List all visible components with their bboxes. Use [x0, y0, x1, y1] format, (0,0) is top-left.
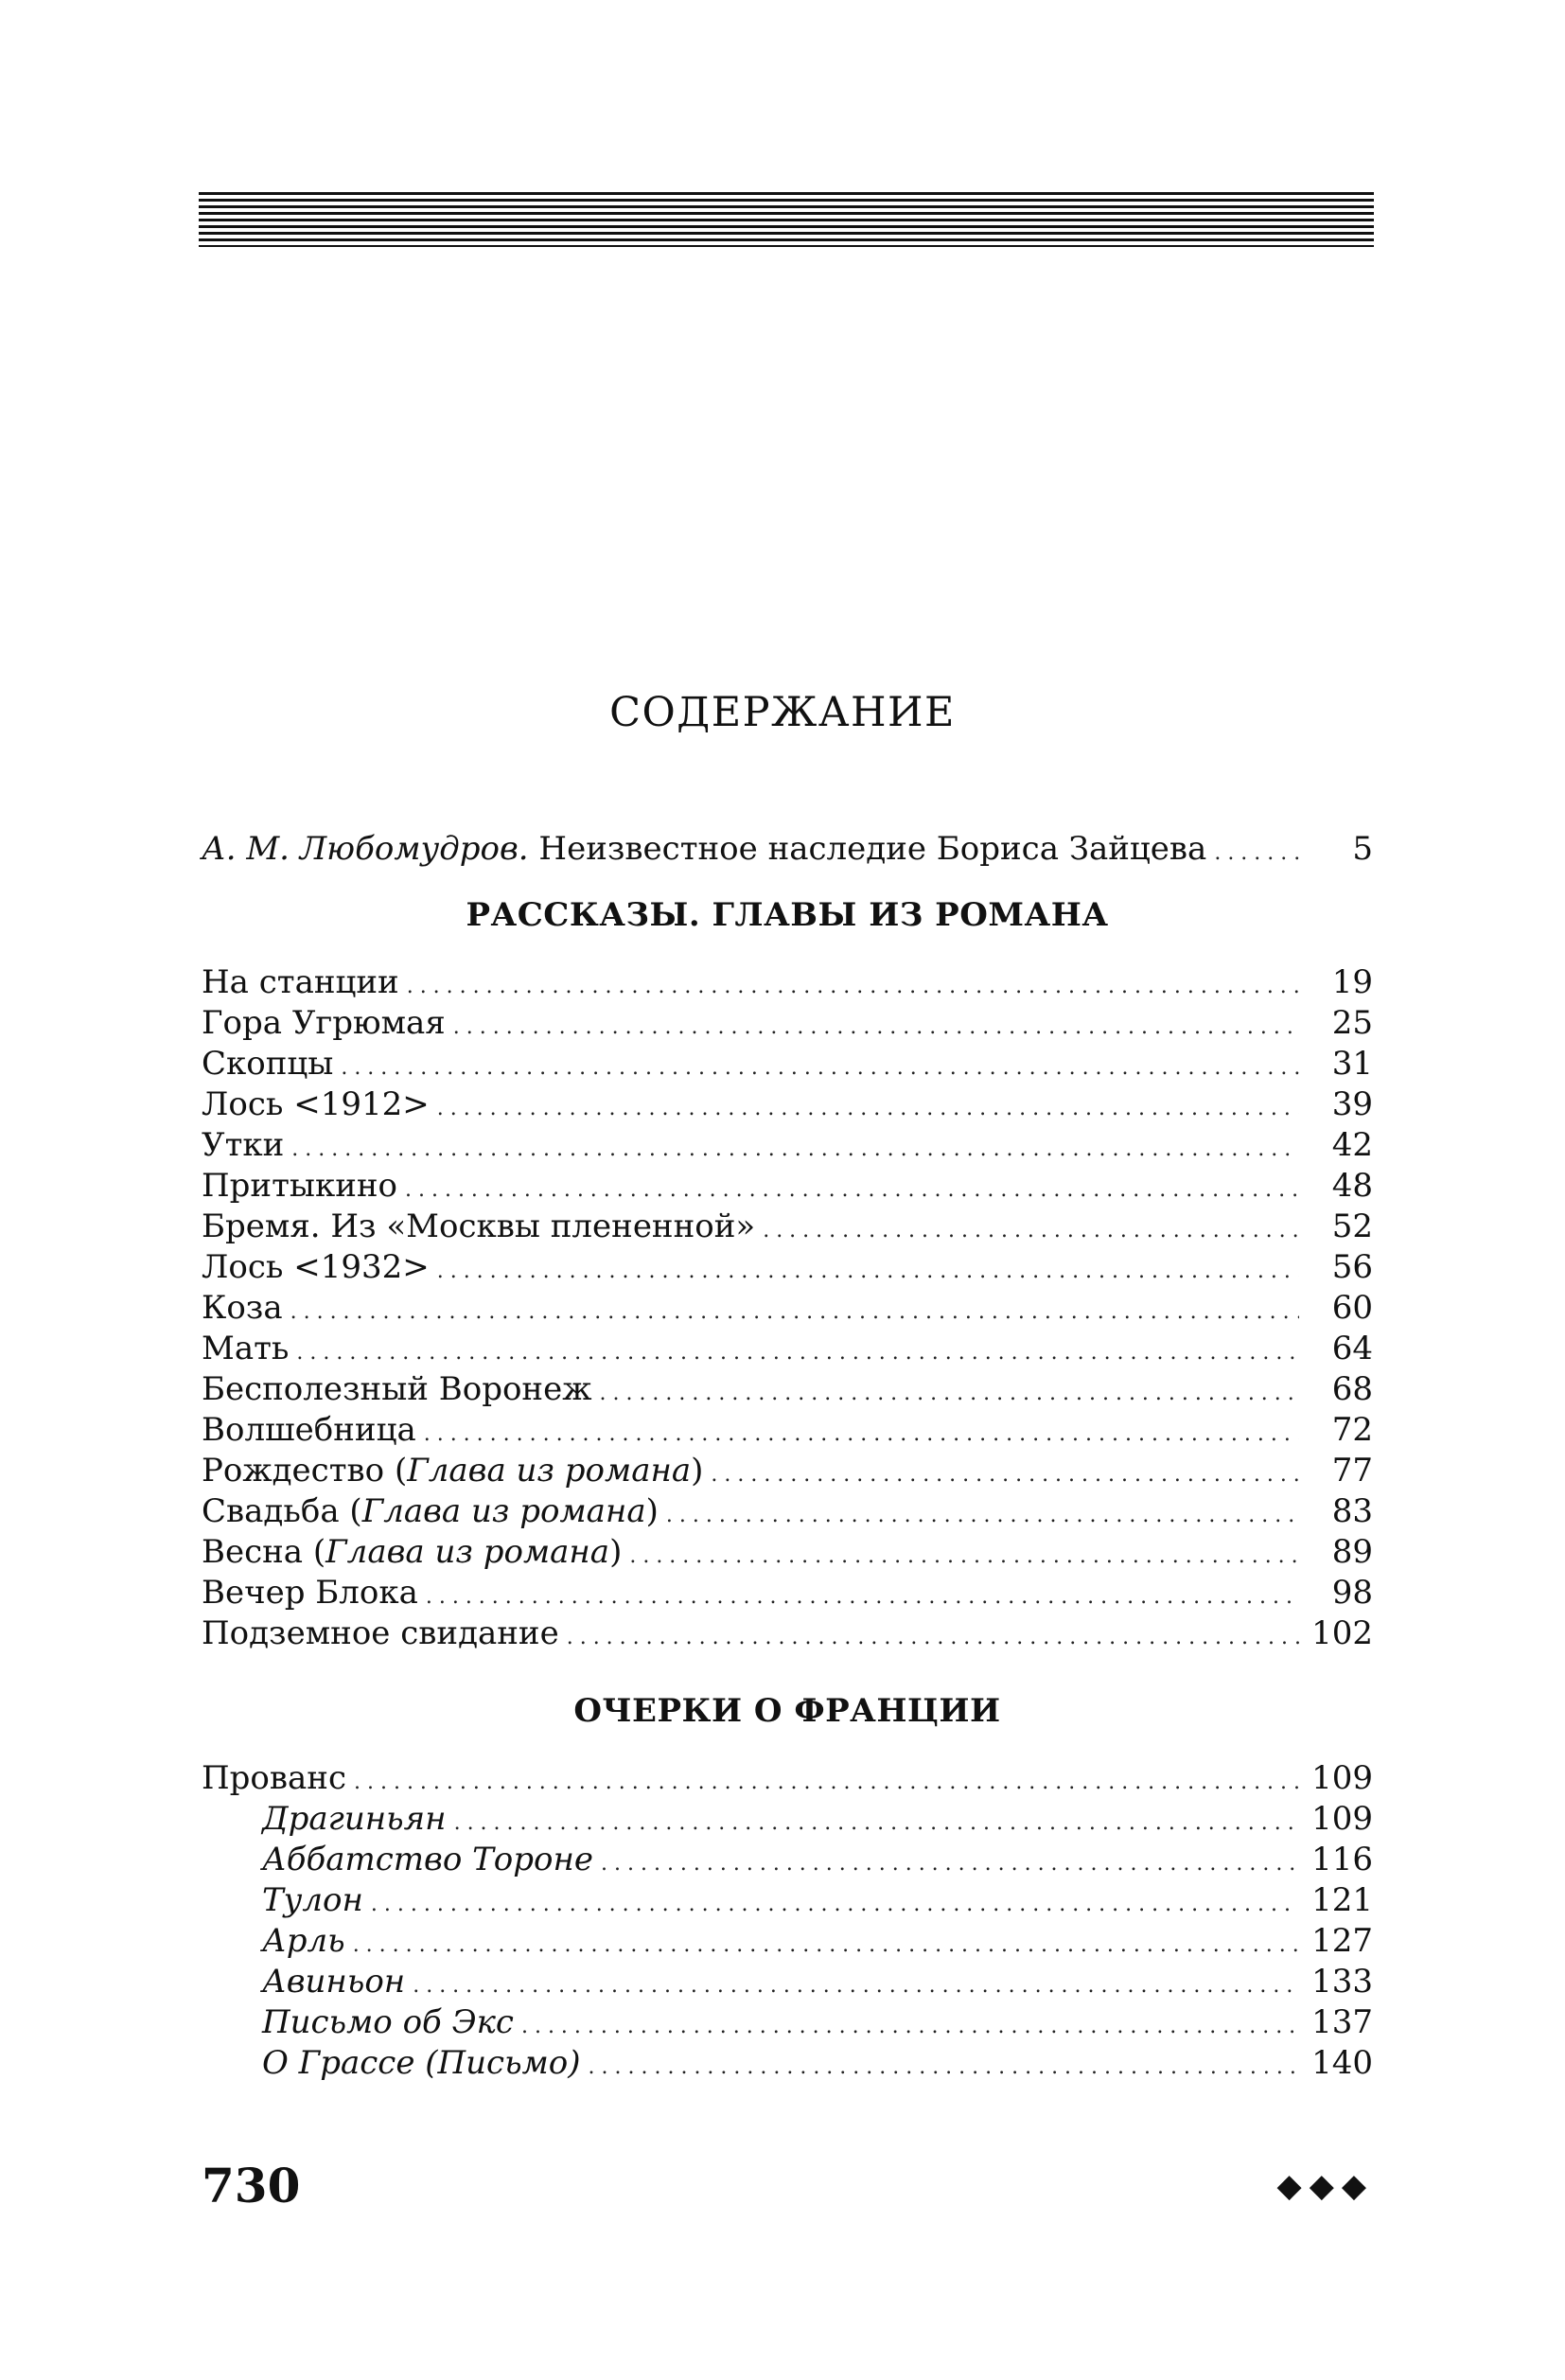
toc-subentry: Аббатство Тороне . . . 116: [202, 1840, 1373, 1880]
dot-leader: [567, 1613, 1299, 1658]
toc-subentry: Драгиньян . . . 109: [202, 1799, 1373, 1840]
dot-leader: [589, 2043, 1299, 2088]
dot-leader: [426, 1573, 1299, 1617]
toc-entry: Прованс . . . 109: [202, 1758, 1373, 1799]
toc-entry: Скопцы . . . 31: [202, 1044, 1373, 1084]
page-title: СОДЕРЖАНИЕ: [609, 689, 956, 736]
toc-entry: Бремя. Из «Москвы плененной» . . . 52: [202, 1207, 1373, 1247]
dot-leader: [1214, 829, 1299, 873]
toc-entry: Волшебница . . . 72: [202, 1410, 1373, 1451]
dot-leader: [599, 1369, 1299, 1414]
toc-entry: Вечер Блока . . . 98: [202, 1573, 1373, 1613]
toc-subentry: Авиньон . . . 133: [202, 1962, 1373, 2002]
table-of-contents: [202, 829, 1373, 2084]
dot-leader: [437, 1247, 1299, 1292]
diamond-ornament-icon: ◆◆◆: [1276, 2167, 1374, 2205]
toc-entry: Рождество (Глава из романа) . . . 77: [202, 1451, 1373, 1491]
toc-entry: На станции . . . 19: [202, 962, 1373, 1003]
dot-leader: [290, 1288, 1299, 1332]
dot-leader: [629, 1532, 1299, 1577]
dot-leader: [296, 1329, 1299, 1373]
toc-entry: Утки . . . 42: [202, 1125, 1373, 1166]
intro-page-number: 5: [1352, 830, 1373, 868]
dot-leader: [521, 2002, 1299, 2047]
dot-leader: [763, 1207, 1299, 1251]
toc-entry: Подземное свидание . . . 102: [202, 1613, 1373, 1654]
section-heading-stories: РАССКАЗЫ. ГЛАВЫ ИЗ РОМАНА: [466, 896, 1109, 934]
toc-subentry: Письмо об Экс . . . 137: [202, 2002, 1373, 2043]
toc-entry-intro: [202, 829, 1373, 870]
toc-subentry: О Грассе (Письмо) . . . 140: [202, 2043, 1373, 2084]
dot-leader: [407, 962, 1299, 1007]
intro-title: Неизвестное наследие Бориса Зайцева: [528, 830, 1207, 868]
dot-leader: [437, 1084, 1299, 1129]
toc-entry: Мать . . . 64: [202, 1329, 1373, 1369]
dot-leader: [341, 1044, 1299, 1088]
dot-leader: [354, 1758, 1299, 1803]
toc-entry: Свадьба (Глава из романа) . . . 83: [202, 1491, 1373, 1532]
dot-leader: [291, 1125, 1299, 1170]
page-number: 730: [202, 2158, 301, 2213]
dot-leader: [371, 1880, 1299, 1925]
toc-entry: Весна (Глава из романа) . . . 89: [202, 1532, 1373, 1573]
dot-leader: [353, 1921, 1299, 1966]
intro-author: А. М. Любомудров.: [202, 830, 529, 868]
toc-entry: Коза . . . 60: [202, 1288, 1373, 1329]
dot-leader: [666, 1491, 1299, 1536]
dot-leader: [454, 1799, 1299, 1843]
toc-entry: Гора Угрюмая . . . 25: [202, 1003, 1373, 1044]
dot-leader: [405, 1166, 1299, 1210]
toc-entry: Бесполезный Воронеж . . . 68: [202, 1369, 1373, 1410]
dot-leader: [413, 1962, 1299, 2006]
toc-subentry: Тулон . . . 121: [202, 1880, 1373, 1921]
toc-entry: Лось <1912> . . . 39: [202, 1084, 1373, 1125]
dot-leader: [601, 1840, 1299, 1884]
dot-leader: [711, 1451, 1299, 1495]
dot-leader: [424, 1410, 1299, 1454]
toc-subentry: Арль . . . 127: [202, 1921, 1373, 1962]
toc-entry: Притыкино . . . 48: [202, 1166, 1373, 1207]
header-rule-ornament: [199, 192, 1374, 247]
section-heading-france: ОЧЕРКИ О ФРАНЦИИ: [573, 1692, 1001, 1730]
toc-entry: Лось <1932> . . . 56: [202, 1247, 1373, 1288]
dot-leader: [453, 1003, 1299, 1048]
